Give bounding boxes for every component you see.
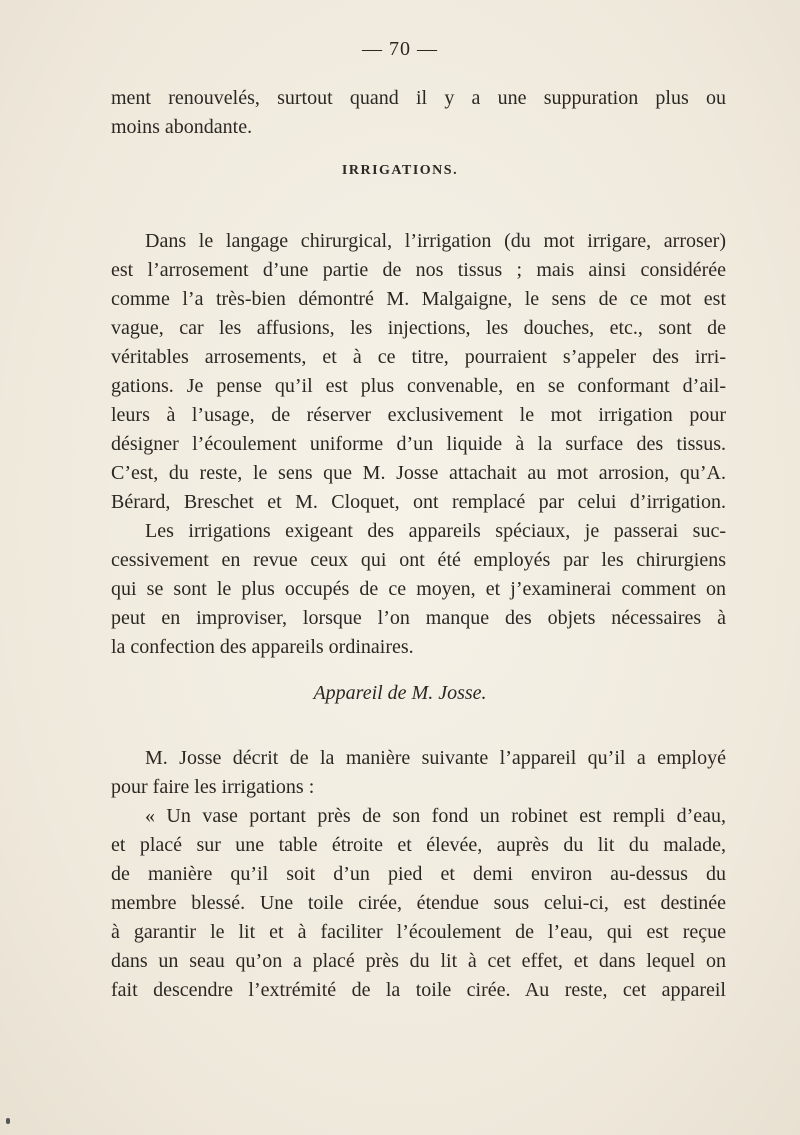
page-number: — 70 —: [362, 38, 438, 60]
text-line: comme l’a très-bien démontré M. Malgaigne, le sens de ce mot est: [111, 288, 726, 310]
text-line: peut en improviser, lorsque l’on manque des objets nécessaires à: [111, 607, 726, 629]
text-line: dans un seau qu’on a placé près du lit à cet effet, et dans lequel on: [111, 950, 726, 972]
text-line: ment renouvelés, surtout quand il y a une suppuration plus ou: [111, 87, 726, 109]
text-line: qui se sont le plus occupés de ce moyen, et j’examinerai comment on: [111, 578, 726, 600]
text-line: vague, car les affusions, les injections, les douches, etc., sont de: [111, 317, 726, 339]
text-line: est l’arrosement d’une partie de nos tissus ; mais ainsi considérée: [111, 259, 726, 281]
text-line: désigner l’écoulement uniforme d’un liquide à la surface des tissus.: [111, 433, 726, 455]
text-line: fait descendre l’extrémité de la toile cirée. Au reste, cet appareil: [111, 979, 726, 1001]
text-line: « Un vase portant près de son fond un robinet est rempli d’eau,: [145, 805, 726, 827]
margin-speck: [6, 1118, 10, 1124]
text-line: cessivement en revue ceux qui ont été employés par les chirurgiens: [111, 549, 726, 571]
text-line: membre blessé. Une toile cirée, étendue sous celui-ci, est destinée: [111, 892, 726, 914]
text-line: Bérard, Breschet et M. Cloquet, ont remplacé par celui d’irrigation.: [111, 491, 726, 513]
paragraph-2: [111, 517, 726, 662]
text-line: leurs à l’usage, de réserver exclusivement le mot irrigation pour: [111, 404, 726, 426]
paragraph-3: [111, 744, 726, 802]
text-line: Les irrigations exigeant des appareils spéciaux, je passerai suc-: [145, 520, 726, 542]
text-line: C’est, du reste, le sens que M. Josse attachait au mot arrosion, qu’A.: [111, 462, 726, 484]
text-line: moins abondante.: [111, 116, 253, 138]
section-heading: IRRIGATIONS.: [341, 163, 459, 178]
text-line: et placé sur une table étroite et élevée, auprès du lit du malade,: [111, 834, 726, 856]
text-line: gations. Je pense qu’il est plus convenable, en se conformant d’ail-: [111, 375, 726, 397]
intro-text: [111, 84, 726, 142]
text-line: la confection des appareils ordinaires.: [111, 636, 414, 658]
text-line: à garantir le lit et à faciliter l’écoulement de l’eau, qui est reçue: [111, 921, 726, 943]
text-line: Dans le langage chirurgical, l’irrigation (du mot irrigare, arroser): [145, 230, 726, 252]
text-line: de manière qu’il soit d’un pied et demi environ au-dessus du: [111, 863, 726, 885]
paragraph-1: [111, 227, 726, 517]
text-line: M. Josse décrit de la manière suivante l’appareil qu’il a employé: [145, 747, 726, 769]
subsection-heading: Appareil de M. Josse.: [313, 682, 487, 704]
text-line: pour faire les irrigations :: [111, 776, 315, 798]
text-line: véritables arrosements, et à ce titre, pourraient s’appeler des irri-: [111, 346, 726, 368]
paragraph-4: [111, 802, 726, 1005]
